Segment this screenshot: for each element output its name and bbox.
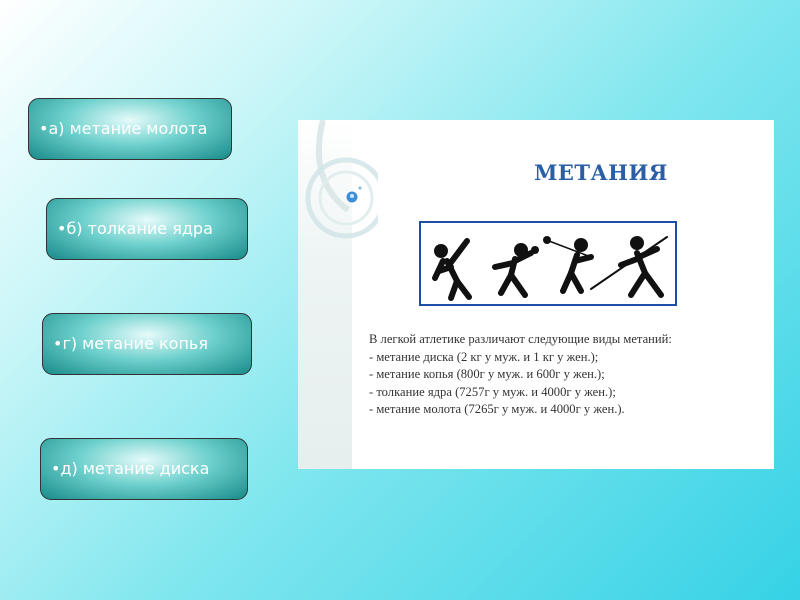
embedded-slide <box>298 120 774 469</box>
hammer-thrower-icon <box>543 236 591 291</box>
body-line: - метание молота (7265г у муж. и 4000г у жен.). <box>369 402 625 416</box>
option-label: •г) метание копья <box>53 334 208 353</box>
slide-body-text <box>369 331 769 419</box>
option-hammer-throw[interactable] <box>28 98 232 160</box>
option-discus-throw[interactable] <box>40 438 248 500</box>
slide-title: МЕТАНИЯ <box>534 160 668 185</box>
javelin-thrower-icon <box>591 236 667 295</box>
option-label: •б) толкание ядра <box>57 219 213 238</box>
option-label: •а) метание молота <box>39 119 208 138</box>
body-line: - метание диска (2 кг у муж. и 1 кг у жен.); <box>369 349 599 364</box>
body-line: - метание копья (800г у муж. и 600г у жен.); <box>369 367 605 381</box>
option-shot-put[interactable] <box>46 198 248 260</box>
shot-putter-icon <box>495 243 539 295</box>
body-line: - толкание ядра (7257г у муж. и 4000г у жен.); <box>369 384 616 399</box>
option-javelin-throw[interactable] <box>42 313 252 375</box>
body-line: В легкой атлетике различают следующие виды метаний: <box>369 332 672 346</box>
option-label: •д) метание диска <box>51 459 210 478</box>
throwers-picture <box>419 221 677 306</box>
discus-thrower-icon <box>434 241 469 298</box>
